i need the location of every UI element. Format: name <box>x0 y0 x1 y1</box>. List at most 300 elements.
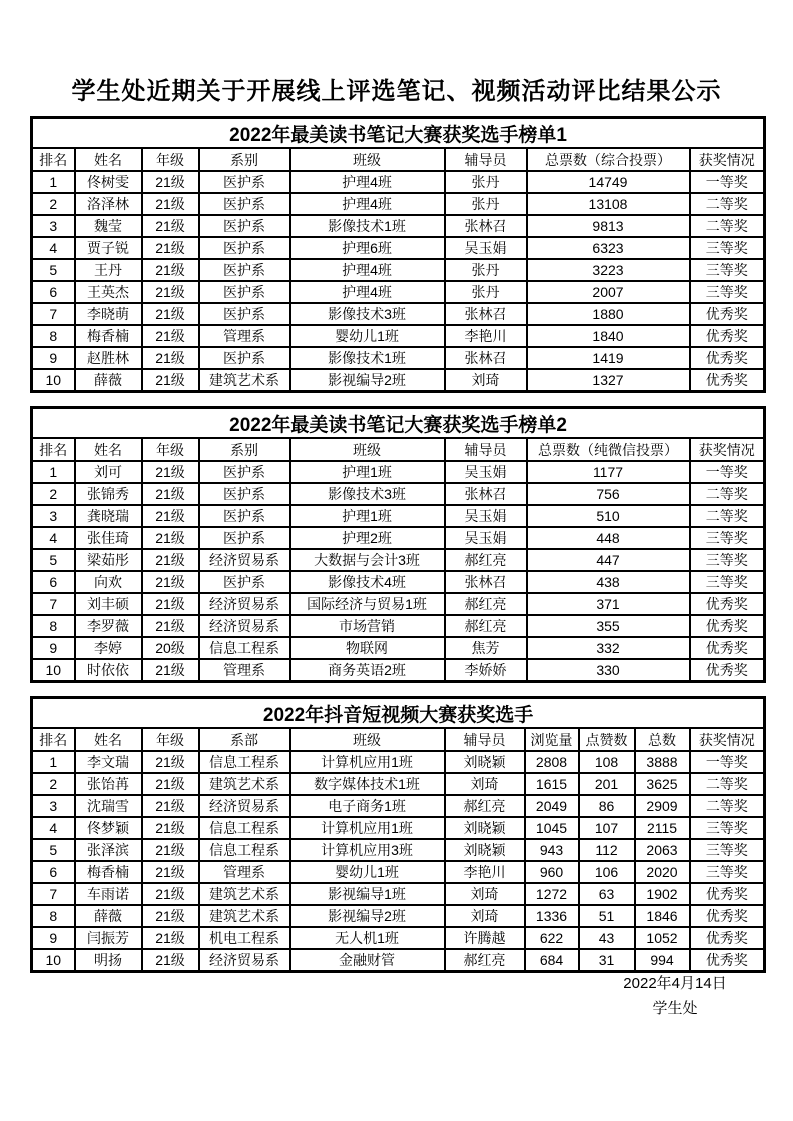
table-cell: 优秀奖 <box>690 883 765 905</box>
table-cell: 李文瑞 <box>75 751 142 773</box>
table-cell: 张锦秀 <box>75 483 142 505</box>
table-cell: 护理4班 <box>290 259 445 281</box>
table-cell: 三等奖 <box>690 571 765 593</box>
signature-department: 学生处 <box>652 999 698 1017</box>
table-cell: 20级 <box>142 637 199 659</box>
table-cell: 21级 <box>142 839 199 861</box>
table-cell: 佟树雯 <box>75 171 142 193</box>
table-cell: 刘琦 <box>445 905 525 927</box>
table-row <box>32 461 765 483</box>
table-cell: 6 <box>32 571 75 593</box>
table-cell: 经济贸易系 <box>199 593 290 615</box>
table-cell: 2115 <box>635 817 690 839</box>
table-cell: 7 <box>32 303 75 325</box>
table-cell: 优秀奖 <box>690 637 765 659</box>
table-cell: 7 <box>32 593 75 615</box>
table-cell: 影像技术3班 <box>290 483 445 505</box>
table-cell: 9 <box>32 347 75 369</box>
table-cell: 张林召 <box>445 215 527 237</box>
table-title: 2022年最美读书笔记大赛获奖选手榜单2 <box>32 408 765 439</box>
table-cell: 21级 <box>142 461 199 483</box>
column-header: 排名 <box>32 148 75 171</box>
table-cell: 郝红亮 <box>445 615 527 637</box>
table-cell: 护理4班 <box>290 281 445 303</box>
table-cell: 医护系 <box>199 193 290 215</box>
column-header: 获奖情况 <box>690 728 765 751</box>
column-header: 获奖情况 <box>690 438 765 461</box>
table-cell: 510 <box>527 505 690 527</box>
table-cell: 计算机应用1班 <box>290 751 445 773</box>
table-cell: 郝红亮 <box>445 795 525 817</box>
table-cell: 护理1班 <box>290 505 445 527</box>
table-cell: 建筑艺术系 <box>199 369 290 392</box>
table-cell: 21级 <box>142 347 199 369</box>
table-cell: 王英杰 <box>75 281 142 303</box>
signature-block <box>560 972 790 1022</box>
reading-notes-awards-table-1 <box>30 116 766 393</box>
table-cell: 2808 <box>525 751 579 773</box>
table-cell: 刘琦 <box>445 883 525 905</box>
table-row <box>32 905 765 927</box>
table-cell: 2020 <box>635 861 690 883</box>
table-cell: 三等奖 <box>690 237 765 259</box>
table-cell: 医护系 <box>199 483 290 505</box>
table-row <box>32 369 765 392</box>
table-row <box>32 483 765 505</box>
table-cell: 355 <box>527 615 690 637</box>
table-cell: 21级 <box>142 505 199 527</box>
table-cell: 2063 <box>635 839 690 861</box>
table-cell: 经济贸易系 <box>199 549 290 571</box>
column-header: 班级 <box>290 148 445 171</box>
table-cell: 一等奖 <box>690 751 765 773</box>
table-cell: 二等奖 <box>690 215 765 237</box>
table-title-row <box>32 118 765 149</box>
table-cell: 21级 <box>142 369 199 392</box>
table-row <box>32 303 765 325</box>
column-header: 总票数（综合投票） <box>527 148 690 171</box>
column-header: 辅导员 <box>445 438 527 461</box>
table-cell: 物联网 <box>290 637 445 659</box>
table-cell: 10 <box>32 949 75 972</box>
table-cell: 梅香楠 <box>75 861 142 883</box>
column-header: 系部 <box>199 728 290 751</box>
table-cell: 86 <box>579 795 635 817</box>
column-header: 班级 <box>290 438 445 461</box>
column-header: 浏览量 <box>525 728 579 751</box>
table-cell: 二等奖 <box>690 773 765 795</box>
column-header: 年级 <box>142 148 199 171</box>
table-row <box>32 281 765 303</box>
table-cell: 4 <box>32 817 75 839</box>
table-row <box>32 883 765 905</box>
table-row <box>32 817 765 839</box>
table-cell: 9 <box>32 637 75 659</box>
table-row <box>32 637 765 659</box>
table-cell: 影视编导2班 <box>290 905 445 927</box>
table-cell: 医护系 <box>199 461 290 483</box>
table-row <box>32 259 765 281</box>
table-cell: 13108 <box>527 193 690 215</box>
table-row <box>32 549 765 571</box>
table-cell: 婴幼儿1班 <box>290 861 445 883</box>
table-row <box>32 171 765 193</box>
table-cell: 10 <box>32 369 75 392</box>
table-cell: 优秀奖 <box>690 905 765 927</box>
table-cell: 护理4班 <box>290 171 445 193</box>
table-cell: 赵胜林 <box>75 347 142 369</box>
table-cell: 信息工程系 <box>199 637 290 659</box>
table-cell: 2 <box>32 773 75 795</box>
table-cell: 医护系 <box>199 303 290 325</box>
table-row <box>32 237 765 259</box>
table-cell: 21级 <box>142 215 199 237</box>
table-cell: 14749 <box>527 171 690 193</box>
table-cell: 1272 <box>525 883 579 905</box>
table-cell: 1419 <box>527 347 690 369</box>
table-cell: 21级 <box>142 171 199 193</box>
table-cell: 二等奖 <box>690 505 765 527</box>
table-cell: 影像技术1班 <box>290 347 445 369</box>
table-cell: 5 <box>32 259 75 281</box>
table-cell: 刘晓颖 <box>445 751 525 773</box>
table-cell: 943 <box>525 839 579 861</box>
table-cell: 刘可 <box>75 461 142 483</box>
table-header-row <box>32 728 765 751</box>
column-header: 年级 <box>142 438 199 461</box>
table-row <box>32 505 765 527</box>
table-cell: 21级 <box>142 861 199 883</box>
column-header: 获奖情况 <box>690 148 765 171</box>
table-row <box>32 751 765 773</box>
table-cell: 21级 <box>142 795 199 817</box>
table-cell: 吴玉娟 <box>445 237 527 259</box>
table-cell: 李艳川 <box>445 861 525 883</box>
table-cell: 三等奖 <box>690 281 765 303</box>
table-cell: 建筑艺术系 <box>199 905 290 927</box>
table-cell: 医护系 <box>199 527 290 549</box>
table-cell: 王丹 <box>75 259 142 281</box>
table-cell: 优秀奖 <box>690 593 765 615</box>
table-cell: 建筑艺术系 <box>199 883 290 905</box>
table-row <box>32 949 765 972</box>
table-cell: 张丹 <box>445 171 527 193</box>
table-cell: 吴玉娟 <box>445 527 527 549</box>
table-cell: 21级 <box>142 325 199 347</box>
table-cell: 焦芳 <box>445 637 527 659</box>
table-cell: 一等奖 <box>690 171 765 193</box>
table-cell: 1177 <box>527 461 690 483</box>
table-cell: 许腾越 <box>445 927 525 949</box>
table-cell: 960 <box>525 861 579 883</box>
table-cell: 3888 <box>635 751 690 773</box>
table-cell: 经济贸易系 <box>199 949 290 972</box>
table-cell: 21级 <box>142 659 199 682</box>
table-cell: 机电工程系 <box>199 927 290 949</box>
table-cell: 5 <box>32 839 75 861</box>
table-cell: 二等奖 <box>690 795 765 817</box>
table-row <box>32 773 765 795</box>
table-cell: 21级 <box>142 483 199 505</box>
table-header-row <box>32 148 765 171</box>
table-cell: 刘晓颖 <box>445 817 525 839</box>
table-cell: 国际经济与贸易1班 <box>290 593 445 615</box>
table-cell: 影像技术1班 <box>290 215 445 237</box>
table-cell: 管理系 <box>199 861 290 883</box>
table-cell: 李艳川 <box>445 325 527 347</box>
table-cell: 护理4班 <box>290 193 445 215</box>
table-row <box>32 527 765 549</box>
table-cell: 8 <box>32 325 75 347</box>
table-cell: 三等奖 <box>690 527 765 549</box>
table-cell: 优秀奖 <box>690 949 765 972</box>
table-cell: 21级 <box>142 303 199 325</box>
table-cell: 张丹 <box>445 259 527 281</box>
table-cell: 1327 <box>527 369 690 392</box>
table-row <box>32 593 765 615</box>
table-title-row <box>32 698 765 729</box>
table-cell: 刘晓颖 <box>445 839 525 861</box>
table-cell: 时依依 <box>75 659 142 682</box>
table-cell: 市场营销 <box>290 615 445 637</box>
table-cell: 郝红亮 <box>445 549 527 571</box>
table-cell: 李娇娇 <box>445 659 527 682</box>
table-cell: 刘琦 <box>445 369 527 392</box>
table-cell: 2909 <box>635 795 690 817</box>
table-cell: 2 <box>32 193 75 215</box>
table-cell: 优秀奖 <box>690 659 765 682</box>
table-cell: 张佳琦 <box>75 527 142 549</box>
column-header: 系别 <box>199 438 290 461</box>
table-cell: 商务英语2班 <box>290 659 445 682</box>
table-cell: 448 <box>527 527 690 549</box>
table-cell: 护理1班 <box>290 461 445 483</box>
column-header: 排名 <box>32 438 75 461</box>
table-cell: 8 <box>32 905 75 927</box>
table-cell: 1880 <box>527 303 690 325</box>
table-cell: 3 <box>32 505 75 527</box>
table-row <box>32 571 765 593</box>
column-header: 姓名 <box>75 438 142 461</box>
table-cell: 医护系 <box>199 281 290 303</box>
table-cell: 6 <box>32 281 75 303</box>
table-cell: 向欢 <box>75 571 142 593</box>
table-cell: 优秀奖 <box>690 615 765 637</box>
table-row <box>32 193 765 215</box>
table-cell: 信息工程系 <box>199 839 290 861</box>
table-cell: 薛薇 <box>75 369 142 392</box>
table-cell: 5 <box>32 549 75 571</box>
table-cell: 张泽滨 <box>75 839 142 861</box>
table-cell: 106 <box>579 861 635 883</box>
table-cell: 优秀奖 <box>690 369 765 392</box>
table-header-row <box>32 438 765 461</box>
table-cell: 4 <box>32 237 75 259</box>
table-cell: 影视编导2班 <box>290 369 445 392</box>
table-cell: 吴玉娟 <box>445 505 527 527</box>
table-cell: 护理2班 <box>290 527 445 549</box>
table-cell: 107 <box>579 817 635 839</box>
table-row <box>32 839 765 861</box>
table-cell: 影像技术3班 <box>290 303 445 325</box>
table-cell: 张丹 <box>445 193 527 215</box>
table-cell: 优秀奖 <box>690 927 765 949</box>
table-cell: 张林召 <box>445 483 527 505</box>
table-cell: 贾子锐 <box>75 237 142 259</box>
table-cell: 佟梦颖 <box>75 817 142 839</box>
table-cell: 1 <box>32 751 75 773</box>
column-header: 班级 <box>290 728 445 751</box>
table-cell: 李晓萌 <box>75 303 142 325</box>
table-cell: 大数据与会计3班 <box>290 549 445 571</box>
table-cell: 经济贸易系 <box>199 795 290 817</box>
table-cell: 优秀奖 <box>690 347 765 369</box>
table-cell: 9813 <box>527 215 690 237</box>
table-cell: 数字媒体技术1班 <box>290 773 445 795</box>
table-cell: 51 <box>579 905 635 927</box>
table-cell: 1045 <box>525 817 579 839</box>
table-row <box>32 615 765 637</box>
table-cell: 电子商务1班 <box>290 795 445 817</box>
table-cell: 沈瑞雪 <box>75 795 142 817</box>
table-cell: 郝红亮 <box>445 949 525 972</box>
table-cell: 2 <box>32 483 75 505</box>
short-video-awards-table <box>30 696 766 973</box>
page-title: 学生处近期关于开展线上评选笔记、视频活动评比结果公示 <box>71 78 722 105</box>
table-cell: 21级 <box>142 949 199 972</box>
table-cell: 6 <box>32 861 75 883</box>
table-cell: 车雨诺 <box>75 883 142 905</box>
table-cell: 计算机应用3班 <box>290 839 445 861</box>
table-cell: 影像技术4班 <box>290 571 445 593</box>
table-row <box>32 215 765 237</box>
table-cell: 三等奖 <box>690 839 765 861</box>
table-cell: 医护系 <box>199 505 290 527</box>
table-cell: 医护系 <box>199 347 290 369</box>
table-cell: 张林召 <box>445 347 527 369</box>
table-cell: 43 <box>579 927 635 949</box>
table-cell: 332 <box>527 637 690 659</box>
column-header: 辅导员 <box>445 728 525 751</box>
table-row <box>32 861 765 883</box>
table-cell: 二等奖 <box>690 193 765 215</box>
table-cell: 影视编导1班 <box>290 883 445 905</box>
table-cell: 21级 <box>142 281 199 303</box>
column-header: 姓名 <box>75 728 142 751</box>
table-cell: 三等奖 <box>690 817 765 839</box>
table-cell: 21级 <box>142 817 199 839</box>
table-cell: 447 <box>527 549 690 571</box>
table-row <box>32 659 765 682</box>
table-cell: 梅香楠 <box>75 325 142 347</box>
table-cell: 21级 <box>142 593 199 615</box>
table-cell: 21级 <box>142 549 199 571</box>
table-cell: 张林召 <box>445 303 527 325</box>
table-cell: 330 <box>527 659 690 682</box>
table-cell: 112 <box>579 839 635 861</box>
table-cell: 闫振芳 <box>75 927 142 949</box>
table-cell: 3625 <box>635 773 690 795</box>
table-cell: 2049 <box>525 795 579 817</box>
table-cell: 薛薇 <box>75 905 142 927</box>
table-cell: 6323 <box>527 237 690 259</box>
table-cell: 21级 <box>142 773 199 795</box>
signature-date: 2022年4月14日 <box>623 975 727 992</box>
table-cell: 建筑艺术系 <box>199 773 290 795</box>
table-cell: 7 <box>32 883 75 905</box>
table-cell: 1 <box>32 461 75 483</box>
table-cell: 21级 <box>142 905 199 927</box>
table-cell: 郝红亮 <box>445 593 527 615</box>
table-cell: 1902 <box>635 883 690 905</box>
table-cell: 张丹 <box>445 281 527 303</box>
table-cell: 1846 <box>635 905 690 927</box>
table-cell: 梁茹彤 <box>75 549 142 571</box>
table-title-row <box>32 408 765 439</box>
table-cell: 21级 <box>142 193 199 215</box>
table-row <box>32 325 765 347</box>
table-cell: 3 <box>32 215 75 237</box>
column-header: 排名 <box>32 728 75 751</box>
table-cell: 管理系 <box>199 659 290 682</box>
table-cell: 魏莹 <box>75 215 142 237</box>
table-title: 2022年抖音短视频大赛获奖选手 <box>32 698 765 729</box>
table-cell: 1 <box>32 171 75 193</box>
table-cell: 108 <box>579 751 635 773</box>
table-cell: 医护系 <box>199 215 290 237</box>
table-cell: 吴玉娟 <box>445 461 527 483</box>
column-header: 系别 <box>199 148 290 171</box>
column-header: 姓名 <box>75 148 142 171</box>
table-cell: 明扬 <box>75 949 142 972</box>
table-cell: 医护系 <box>199 237 290 259</box>
table-cell: 8 <box>32 615 75 637</box>
table-cell: 31 <box>579 949 635 972</box>
table-cell: 684 <box>525 949 579 972</box>
table-cell: 1052 <box>635 927 690 949</box>
table-cell: 信息工程系 <box>199 817 290 839</box>
table-cell: 信息工程系 <box>199 751 290 773</box>
table-cell: 经济贸易系 <box>199 615 290 637</box>
table-cell: 二等奖 <box>690 483 765 505</box>
table-cell: 医护系 <box>199 171 290 193</box>
table-cell: 21级 <box>142 259 199 281</box>
table-cell: 21级 <box>142 527 199 549</box>
table-cell: 3223 <box>527 259 690 281</box>
table-cell: 21级 <box>142 751 199 773</box>
table-cell: 一等奖 <box>690 461 765 483</box>
table-cell: 张饴苒 <box>75 773 142 795</box>
table-row <box>32 927 765 949</box>
column-header: 年级 <box>142 728 199 751</box>
table-cell: 371 <box>527 593 690 615</box>
table-cell: 21级 <box>142 927 199 949</box>
table-cell: 1615 <box>525 773 579 795</box>
table-cell: 护理6班 <box>290 237 445 259</box>
table-cell: 优秀奖 <box>690 325 765 347</box>
table-cell: 63 <box>579 883 635 905</box>
table-cell: 婴幼儿1班 <box>290 325 445 347</box>
table-cell: 9 <box>32 927 75 949</box>
column-header: 点赞数 <box>579 728 635 751</box>
table-cell: 李罗薇 <box>75 615 142 637</box>
table-cell: 张林召 <box>445 571 527 593</box>
table-cell: 994 <box>635 949 690 972</box>
column-header: 总票数（纯微信投票） <box>527 438 690 461</box>
table-cell: 2007 <box>527 281 690 303</box>
table-cell: 李婷 <box>75 637 142 659</box>
table-cell: 刘琦 <box>445 773 525 795</box>
